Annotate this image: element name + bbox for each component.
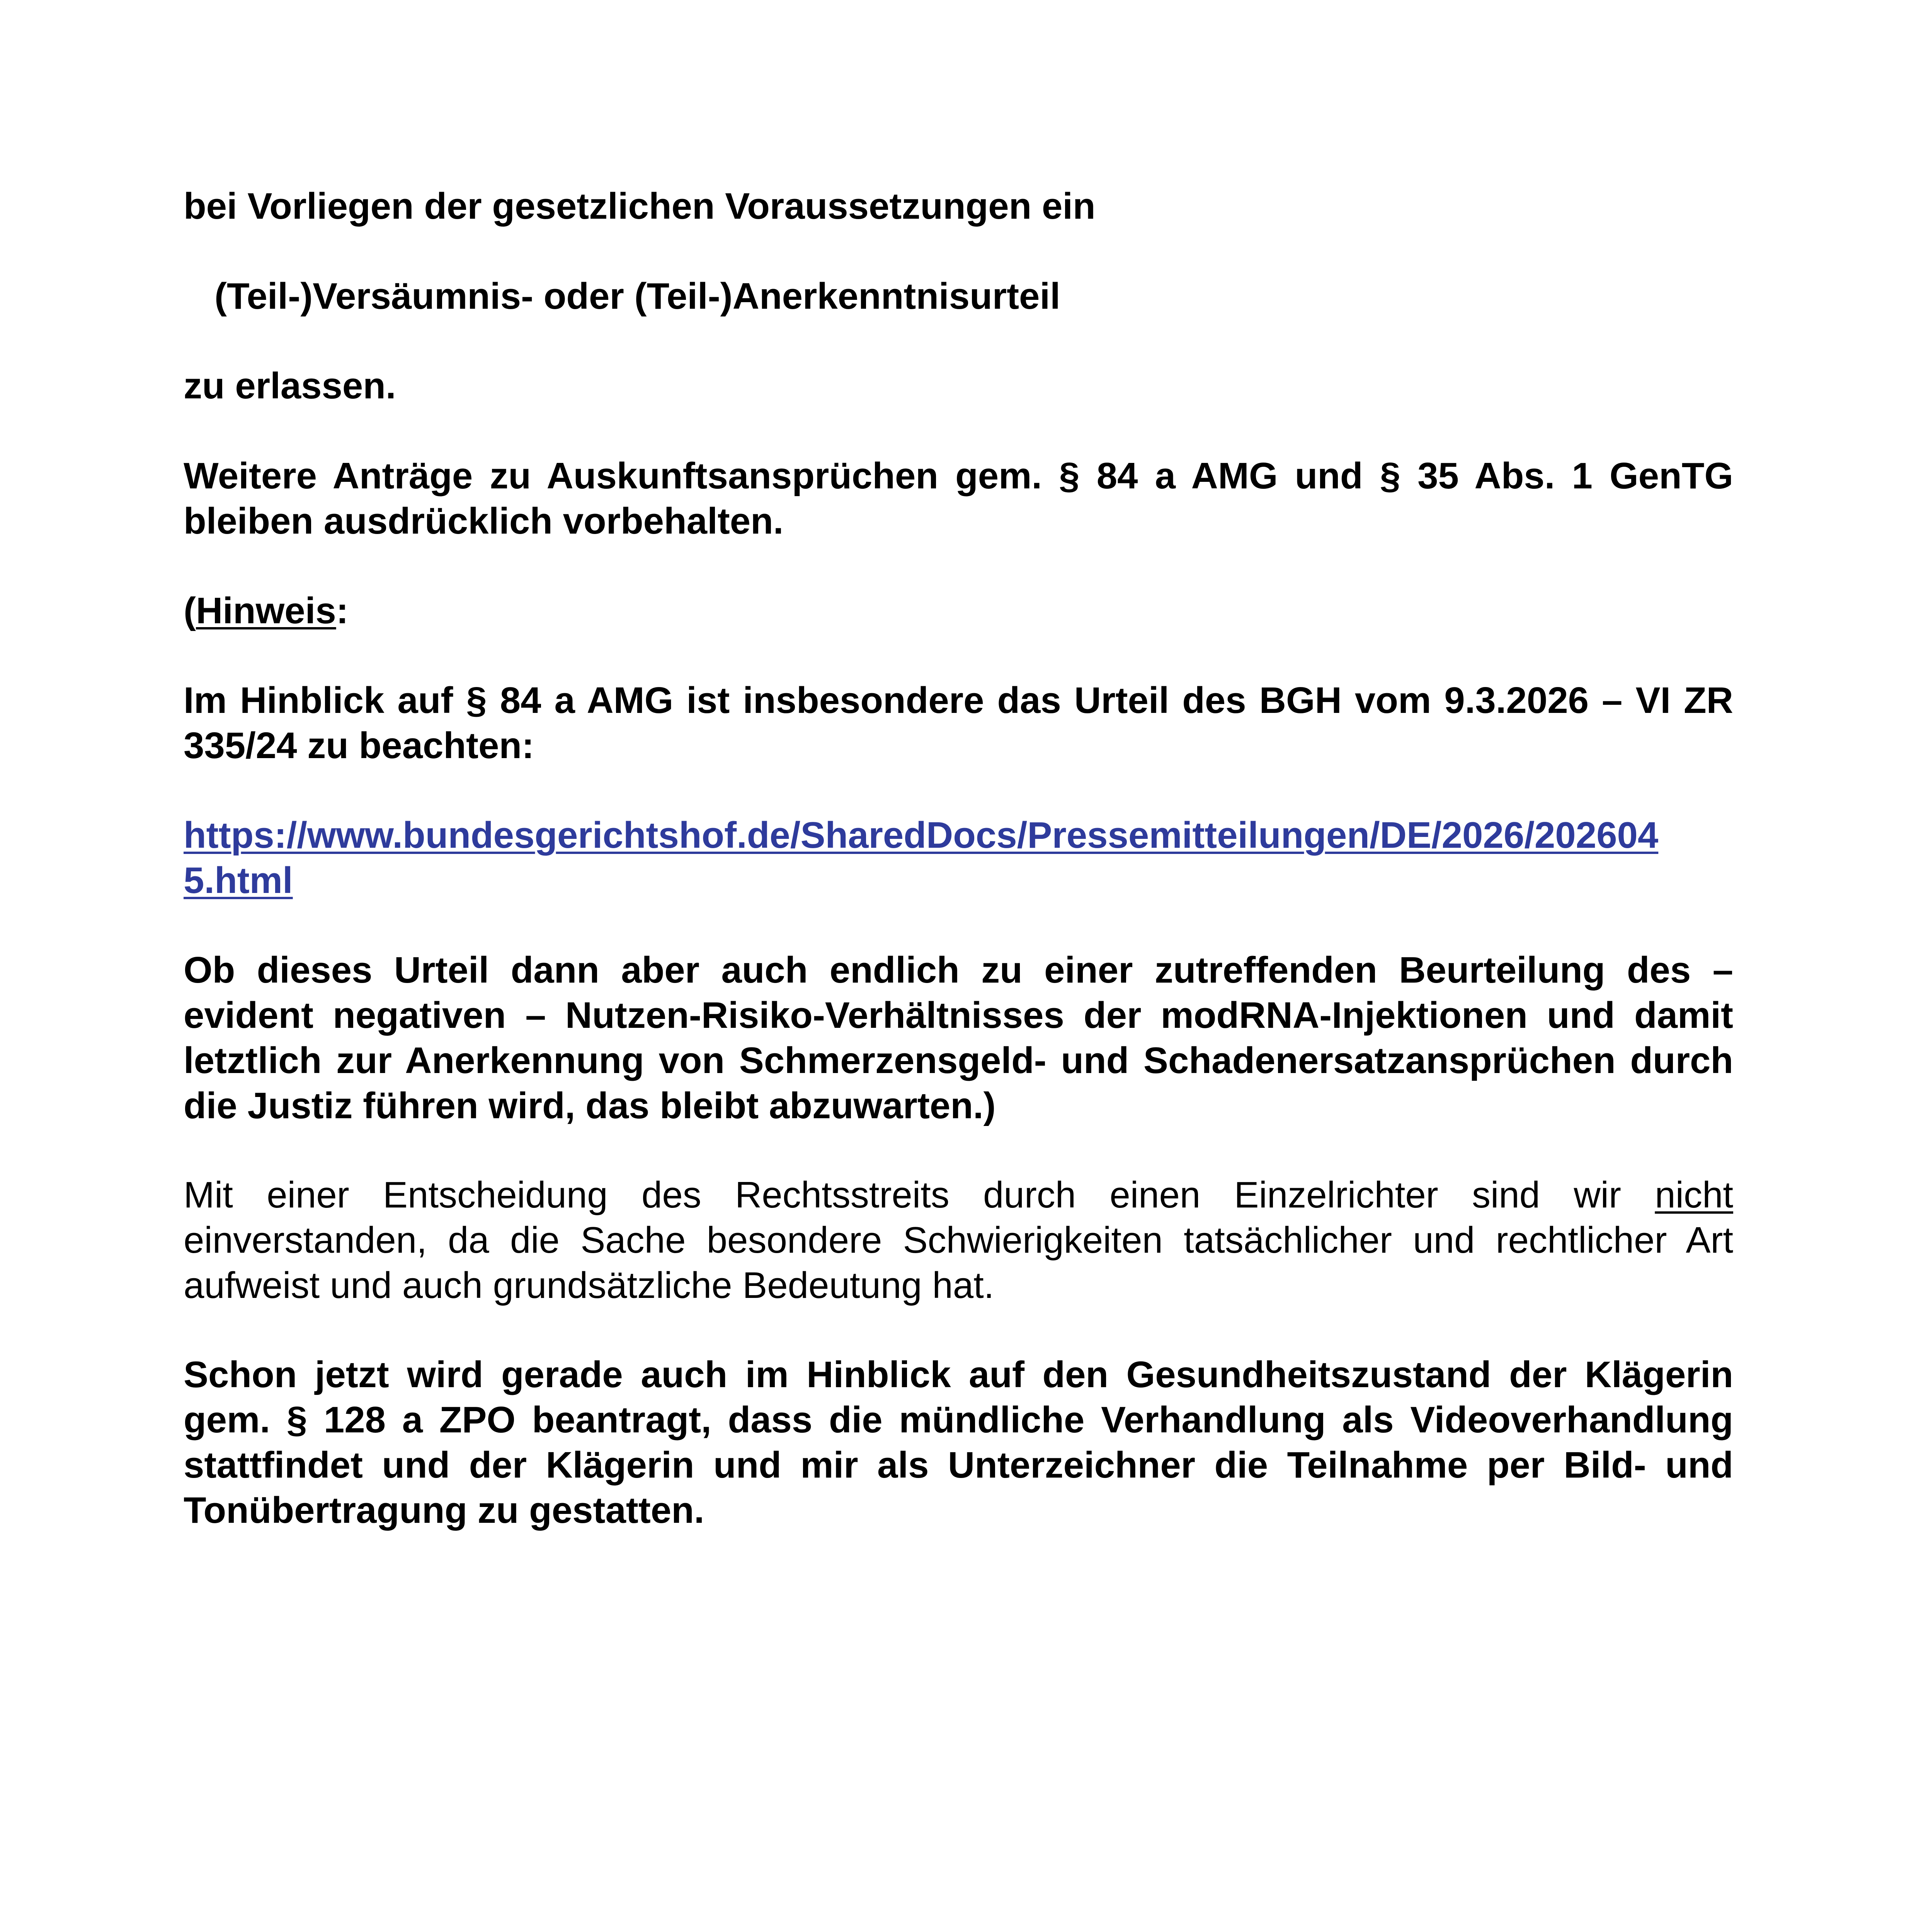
paragraph-einzelrichter [184, 1172, 1733, 1308]
paragraph-text: zu erlassen. [184, 365, 396, 406]
emphasis-nicht: nicht [1655, 1174, 1733, 1216]
paragraph-text: bei Vorliegen der gesetzlichen Voraussetzungen ein [184, 185, 1096, 227]
bgh-press-release-link[interactable] [184, 813, 1733, 858]
paragraph-line: bleiben ausdrücklich vorbehalten. [184, 500, 784, 542]
colon: : [336, 590, 349, 631]
paragraph-line: Weitere Anträge zu Auskunftsansprüchen gem. § 84 a AMG und § 35 Abs. 1 GenTG [184, 455, 1733, 497]
paragraph-line: 335/24 zu beachten: [184, 725, 534, 766]
link-line[interactable]: 5.html [184, 860, 293, 901]
paragraph-hinweis-heading [184, 588, 1733, 633]
paragraph-link [184, 813, 1733, 903]
paragraph-zu-erlassen [184, 363, 1733, 408]
paragraph-text: einverstanden, da die Sache besondere Schwierigkeiten tatsächlicher und rechtlicher Art aufweist und auch grundsätzliche Bedeutung hat. [184, 1219, 1733, 1306]
paragraph-bgh-urteil [184, 678, 1733, 768]
paragraph-videoverhandlung [184, 1352, 1733, 1533]
paragraph-weitere-antraege [184, 453, 1733, 544]
link-line[interactable]: https://www.bundesgerichtshof.de/SharedDocs/Pressemitteilungen/DE/2026/202604 [184, 815, 1659, 856]
paragraph-line: Im Hinblick auf § 84 a AMG ist insbesondere das Urteil des BGH vom 9.3.2026 – VI ZR [184, 680, 1733, 721]
paragraph-text: Mit einer Entscheidung des Rechtsstreits durch einen Einzelrichter sind wir [184, 1174, 1655, 1216]
paragraph-ob-dieses-urteil [184, 947, 1733, 1128]
paragraph-urteil-type [214, 274, 1764, 319]
bgh-press-release-link-continued[interactable] [184, 860, 293, 901]
paragraph-text: (Teil-)Versäumnis- oder (Teil-)Anerkenntnisurteil [214, 276, 1060, 317]
paragraph-text: Schon jetzt wird gerade auch im Hinblick auf den Gesundheitszustand der Klägerin gem. § 128 a ZPO beantragt, dass die mündliche Verhandlung als Videoverhandlung stattfindet und der Klägerin und mir als Unterzeichner die Teilnahme per Bild- und Tonübertragung zu gestatten. [184, 1354, 1733, 1531]
paragraph-voraussetzungen [184, 184, 1733, 229]
paragraph-text: Ob dieses Urteil dann aber auch endlich zu einer zutreffenden Beurteilung des – evident negativen – Nutzen-Risiko-Verhältnisses der modRNA-Injektionen und damit letztlich zur Anerkennung von Schmerzensgeld- und Schadenersatzansprüchen durch die Justiz führen wird, das bleibt abzuwarten.) [184, 949, 1733, 1126]
paren-open: ( [184, 590, 196, 631]
hinweis-label: Hinweis [196, 590, 336, 631]
